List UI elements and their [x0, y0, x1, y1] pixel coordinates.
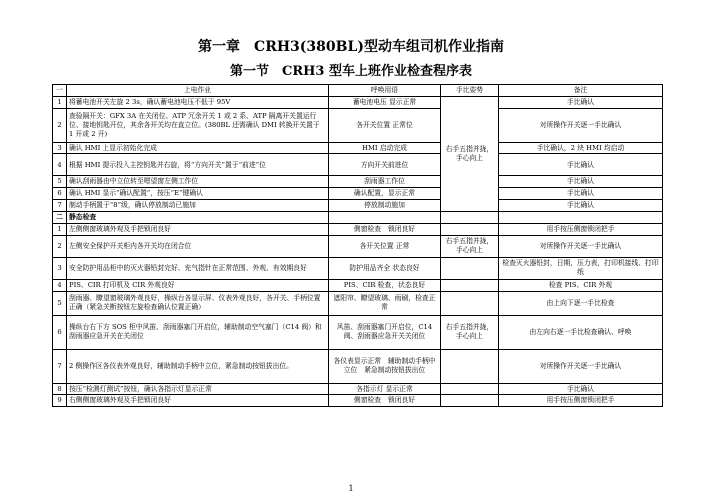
- group1-header-row: [53, 85, 663, 97]
- row-note: 检查灭火器铅封，日期，压力表，打印机接线、打印纸: [499, 257, 663, 279]
- row-note: 手比确认，2 块 HMI 均启动: [499, 142, 663, 154]
- empty-cell: [499, 211, 663, 223]
- row-work: 确认 HMI 显示“确认配置”，按压“E”键确认: [67, 188, 329, 200]
- row-number: 5: [53, 176, 67, 188]
- row-call: 遮阳帘、瞭望玻璃、雨刷，检查正常: [329, 291, 441, 315]
- row-call: 侧窗检查 锁闭良好: [329, 223, 441, 235]
- row-call: 各开关位置 正常: [329, 235, 441, 257]
- row-number: 8: [53, 383, 67, 395]
- row-gesture: [441, 349, 499, 383]
- row-number: 4: [53, 154, 67, 176]
- col-header-note: 备注: [499, 85, 663, 97]
- row-work: 安全防护用品柜中的灭火器铅封完好、充气指针在正常范围、外观、有效期良好: [67, 257, 329, 279]
- row-call: 停放制动施加: [329, 200, 441, 212]
- row-note: 对所操作开关逐一手比确认: [499, 235, 663, 257]
- table-row: [53, 291, 663, 315]
- row-note: 手比确认: [499, 188, 663, 200]
- empty-cell: [441, 211, 499, 223]
- row-call: PIS、CIR 检查，状态良好: [329, 279, 441, 291]
- table-row: [53, 349, 663, 383]
- row-note: 对所操作开关逐一手比确认: [499, 108, 663, 142]
- row-note: 手比确认: [499, 383, 663, 395]
- row-work: 根据 HMI 提示投入主控钥匙并右旋，将“方向开关”置于“前进”位: [67, 154, 329, 176]
- row-number: 5: [53, 291, 67, 315]
- row-call: 方向开关前进位: [329, 154, 441, 176]
- row-call: 刮雨器工作位: [329, 176, 441, 188]
- row-gesture: [441, 279, 499, 291]
- table-row: [53, 188, 663, 200]
- table-row: [53, 395, 663, 407]
- row-call: 蓄电池电压 显示正常: [329, 96, 441, 108]
- row-work: 2 侧操作区各仪表外观良好，辅助制动手柄中立位，紧急制动按钮拔出位。: [67, 349, 329, 383]
- row-work: PIS、CIR 打印机及 CIR 外观良好: [67, 279, 329, 291]
- row-work: 刮雨器、瞭望窗玻璃外观良好，操纵台各显示屏、仪表外观良好，各开关、手柄位置正确（紧急关断按钮左旋检查确认位置正确）: [67, 291, 329, 315]
- row-work: 确认 HMI 上显示初始化完成: [67, 142, 329, 154]
- table-row: [53, 257, 663, 279]
- row-work: 左侧安全保护开关柜内各开关均在闭合位: [67, 235, 329, 257]
- row-number: 1: [53, 96, 67, 108]
- page-number: 1: [348, 484, 354, 493]
- row-number: 3: [53, 257, 67, 279]
- table-row: [53, 383, 663, 395]
- row-number: 3: [53, 142, 67, 154]
- table-row: [53, 96, 663, 108]
- row-call: 各仪表显示正常 辅助制动手柄中立位 紧急制动按钮拔出位: [329, 349, 441, 383]
- row-gesture: 右手五指并拢，手心向上: [441, 235, 499, 257]
- table-row: [53, 154, 663, 176]
- row-call: 风笛、刮雨器塞门开启位，C14 阀、刮雨器应急开关关闭位: [329, 315, 441, 349]
- row-call: 侧窗检查 锁闭良好: [329, 395, 441, 407]
- row-note: 手比确认: [499, 96, 663, 108]
- row-note: 对所操作开关逐一手比确认: [499, 349, 663, 383]
- chapter-title: 第一章 CRH3(380BL)型动车组司机作业指南: [198, 39, 504, 55]
- table-row: [53, 315, 663, 349]
- group2-header-row: [53, 211, 663, 223]
- section-title: 第一节 CRH3 型车上班作业检查程序表: [229, 64, 472, 79]
- row-work: 右侧侧窗玻璃外观及手把锁闭良好: [67, 395, 329, 407]
- table-row: [53, 223, 663, 235]
- row-call: HMI 启动完成: [329, 142, 441, 154]
- col-header-call: 呼唤用语: [329, 85, 441, 97]
- row-gesture: [441, 395, 499, 407]
- row-note: 手比确认: [499, 154, 663, 176]
- row-note: 手比确认: [499, 200, 663, 212]
- table-row: [53, 279, 663, 291]
- row-number: 7: [53, 349, 67, 383]
- row-work: 确认刮雨器由中立位转至嗯望窗左侧工作位: [67, 176, 329, 188]
- row-work: 操纵台右下方 SOS 柜中风笛、刮雨器塞门开启位，辅助制动空气塞门（C14 阀）和刮雨器应急开关在关闭位: [67, 315, 329, 349]
- row-note: 用手按压侧窗锁闭把手: [499, 395, 663, 407]
- table-row: [53, 176, 663, 188]
- group-number: 一: [53, 85, 67, 97]
- row-gesture: [441, 291, 499, 315]
- row-note: 手比确认: [499, 176, 663, 188]
- row-gesture: [441, 257, 499, 279]
- group-name: 静态检查: [67, 211, 329, 223]
- row-work: 左侧侧窗玻璃外观及手把锁闭良好: [67, 223, 329, 235]
- col-header-gesture: 手比姿势: [441, 85, 499, 97]
- row-number: 4: [53, 279, 67, 291]
- table-row: [53, 108, 663, 142]
- table-row: [53, 142, 663, 154]
- row-gesture: 右手五指并拢，手心向上: [441, 96, 499, 211]
- row-gesture: [441, 223, 499, 235]
- row-note: 用手按压侧窗锁闭把手: [499, 223, 663, 235]
- row-number: 7: [53, 200, 67, 212]
- empty-cell: [329, 211, 441, 223]
- group-number: 二: [53, 211, 67, 223]
- row-work: 按压“检测灯测试”按钮，确认各指示灯显示正常: [67, 383, 329, 395]
- row-call: 各指示灯 显示正常: [329, 383, 441, 395]
- group-name: 上电作业: [67, 85, 329, 97]
- row-number: 6: [53, 315, 67, 349]
- row-work: 将蓄电池开关左旋 2 3s，确认蓄电池电压不低于 95V: [67, 96, 329, 108]
- row-note: 由上向下逐一手比检查: [499, 291, 663, 315]
- table-row: [53, 235, 663, 257]
- row-work: 制动手柄置于“8”级，确认停放制动已施加: [67, 200, 329, 212]
- row-number: 6: [53, 188, 67, 200]
- row-number: 2: [53, 235, 67, 257]
- row-note: 检查 PIS、CIR 外观: [499, 279, 663, 291]
- procedure-table: [52, 84, 663, 407]
- row-call: 确认配置，显示正常: [329, 188, 441, 200]
- row-gesture: [441, 383, 499, 395]
- row-work: 查验隔开关：GFX 3A 在关闭位、ATP 冗余开关 1 或 2 系、ATP 隔离开关置运行位、接地钥匙开位，其余各开关均在直立位。(380BL 还需确认 DMI 转换开关置于 1 开或 2 开): [67, 108, 329, 142]
- row-number: 9: [53, 395, 67, 407]
- row-gesture: 右手五指并拢，手心向上: [441, 315, 499, 349]
- row-call: 各开关位置 正常位: [329, 108, 441, 142]
- row-number: 1: [53, 223, 67, 235]
- table-row: [53, 200, 663, 212]
- row-number: 2: [53, 108, 67, 142]
- row-call: 防护用品齐全 状态良好: [329, 257, 441, 279]
- row-note: 由左向右逐一手比检查确认、呼唤: [499, 315, 663, 349]
